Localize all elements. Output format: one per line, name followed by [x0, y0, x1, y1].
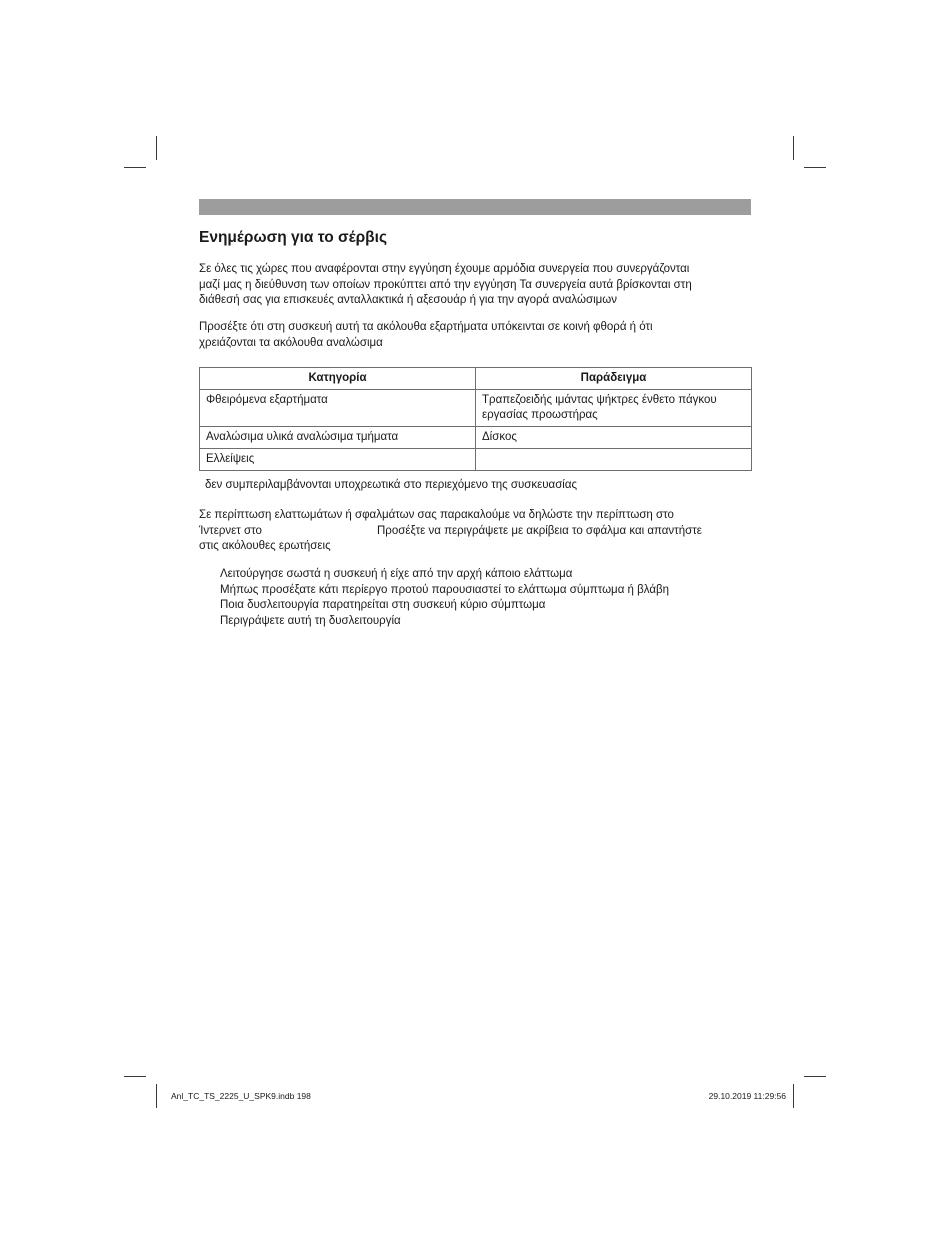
- footer-file-info: Anl_TC_TS_2225_U_SPK9.indb 198: [171, 1091, 311, 1101]
- intro-line: διάθεσή σας για επισκευές ανταλλακτικά ή αξεσουάρ ή για την αγορά αναλώσιμων: [199, 294, 617, 306]
- table-header-row: [200, 368, 752, 390]
- footer-datetime: 29.10.2019 11:29:56: [708, 1091, 786, 1101]
- wear-note-paragraph: [199, 320, 653, 351]
- intro-paragraph: [199, 262, 692, 309]
- defects-line: [199, 524, 702, 540]
- crop-mark-top-left: [156, 136, 157, 160]
- question-item: Μήπως προσέξατε κάτι περίεργο προτού παρουσιαστεί το ελάττωμα σύμπτωμα ή βλάβη: [220, 583, 669, 596]
- cell-category: Ελλείψεις: [200, 449, 476, 471]
- column-header-example: Παράδειγμα: [476, 368, 752, 390]
- crop-mark-top-left-h: [124, 167, 146, 168]
- defects-line: στις ακόλουθες ερωτήσεις: [199, 540, 331, 552]
- table-row: [200, 390, 752, 427]
- crop-mark-bottom-right-h: [804, 1076, 826, 1077]
- intro-line: μαζί μας η διεύθυνση των οποίων προκύπτει από την εγγύηση Τα συνεργεία αυτά βρίσκονται στη: [199, 278, 692, 291]
- defects-line-end: Προσέξτε να περιγράψετε με ακρίβεια το σφάλμα και απαντήστε: [377, 524, 702, 537]
- cell-category: Αναλώσιμα υλικά αναλώσιμα τμήματα: [200, 427, 476, 449]
- defects-line-start: Ίντερνετ στο: [199, 524, 262, 537]
- defects-paragraph: [199, 508, 702, 555]
- question-item: Ποια δυσλειτουργία παρατηρείται στη συσκευή κύριο σύμπτωμα: [220, 599, 546, 611]
- section-header-bar: [199, 199, 751, 215]
- crop-mark-top-right: [793, 136, 794, 160]
- cell-example: [476, 390, 752, 427]
- question-item: Περιγράψετε αυτή τη δυσλειτουργία: [220, 614, 401, 627]
- section-title: Ενημέρωση για το σέρβις: [199, 229, 387, 246]
- crop-mark-bottom-right: [793, 1084, 794, 1108]
- cell-example-line: Τραπεζοειδής ιμάντας ψήκτρες ένθετο πάγκου: [482, 394, 717, 406]
- crop-mark-top-right-h: [804, 167, 826, 168]
- cell-example: Δίσκος: [476, 427, 752, 449]
- defects-line: Σε περίπτωση ελαττωμάτων ή σφαλμάτων σας παρακαλούμε να δηλώστε την περίπτωση στο: [199, 509, 674, 521]
- packaging-footnote: δεν συμπεριλαμβάνονται υποχρεωτικά στο περιεχόμενο της συσκευασίας: [205, 479, 578, 491]
- wear-parts-table: [199, 367, 752, 471]
- questions-list: [220, 567, 669, 629]
- crop-mark-bottom-left: [156, 1084, 157, 1108]
- crop-mark-bottom-left-h: [124, 1076, 146, 1077]
- cell-example: [476, 449, 752, 471]
- wear-note-line: χρειάζονται τα ακόλουθα αναλώσιμα: [199, 336, 383, 349]
- column-header-category: Κατηγορία: [200, 368, 476, 390]
- intro-line: Σε όλες τις χώρες που αναφέρονται στην εγγύηση έχουμε αρμόδια συνεργεία που συνεργάζονται: [199, 263, 690, 275]
- cell-example-line: εργασίας προωστήρας: [482, 409, 598, 421]
- table-row: [200, 449, 752, 471]
- question-item: Λειτούργησε σωστά η συσκευή ή είχε από την αρχή κάποιο ελάττωμα: [220, 568, 573, 580]
- wear-note-line: Προσέξτε ότι στη συσκευή αυτή τα ακόλουθα εξαρτήματα υπόκεινται σε κοινή φθορά ή ότι: [199, 321, 653, 333]
- cell-category: Φθειρόμενα εξαρτήματα: [200, 390, 476, 427]
- table-row: [200, 427, 752, 449]
